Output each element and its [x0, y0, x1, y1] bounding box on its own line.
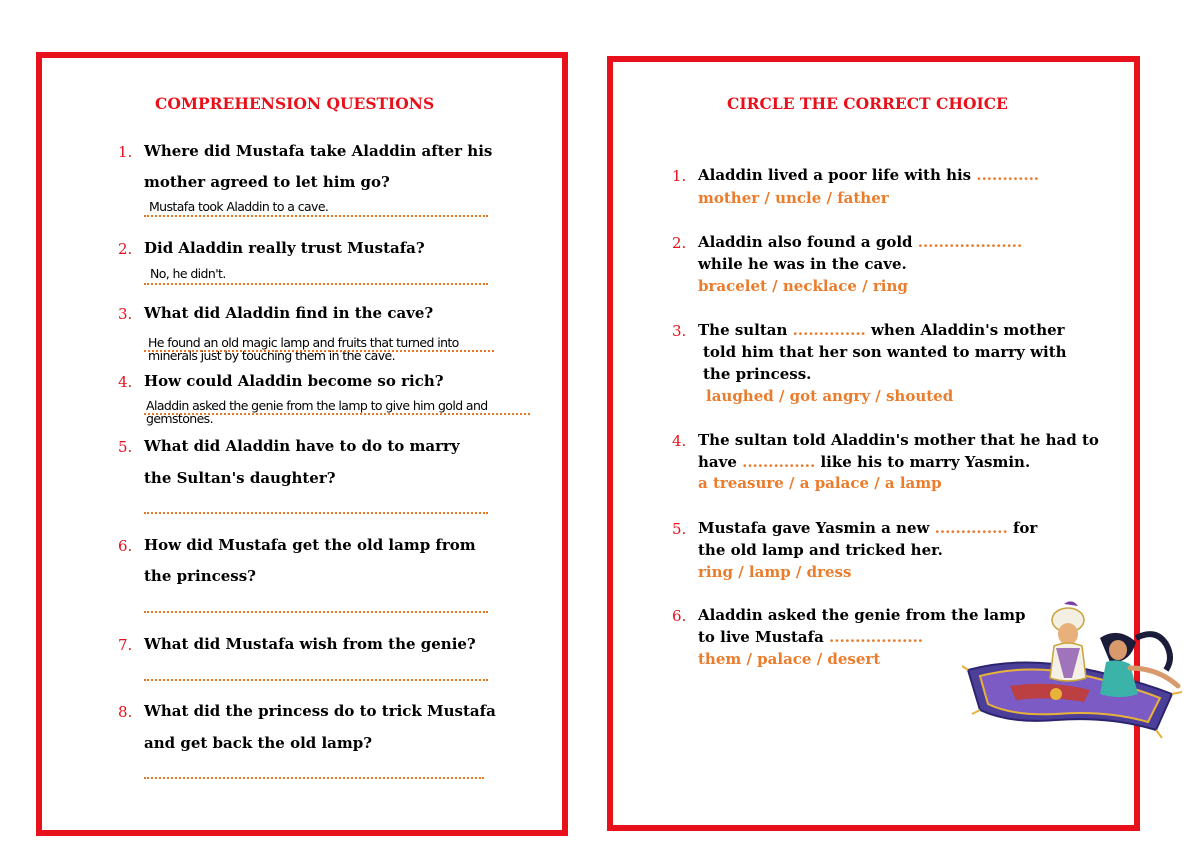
- choice-6-options[interactable]: them / palace / desert: [698, 650, 881, 668]
- choice-6-number: 6.: [672, 607, 687, 625]
- choice-5-sentence: Mustafa gave Yasmin a new .............. for: [698, 519, 1038, 537]
- answer-line-4: [144, 413, 530, 415]
- choice-2-blank: ....................: [917, 233, 1023, 251]
- question-7-number: 7.: [118, 636, 133, 654]
- choice-3-options[interactable]: laughed / got angry / shouted: [706, 387, 954, 405]
- choice-1-blank: ............: [976, 166, 1040, 184]
- question-8-line-1: What did the princess do to trick Mustafa: [144, 702, 496, 720]
- answer-line-2: [144, 283, 488, 285]
- multiple-choice-heading: CIRCLE THE CORRECT CHOICE: [727, 94, 1008, 113]
- question-3-line-1: What did Aladdin find in the cave?: [144, 304, 434, 322]
- answer-line-6[interactable]: [144, 611, 488, 613]
- choice-3-sentence: The sultan .............. when Aladdin's mother: [698, 321, 1065, 339]
- choice-2-options[interactable]: bracelet / necklace / ring: [698, 277, 908, 295]
- question-1-line-1: Where did Mustafa take Aladdin after his: [144, 142, 493, 160]
- choice-1-sentence: Aladdin lived a poor life with his ............: [698, 166, 1040, 184]
- question-2-number: 2.: [118, 240, 133, 258]
- choice-3-line-2: told him that her son wanted to marry with: [703, 343, 1067, 361]
- answer-line-7[interactable]: [144, 679, 488, 681]
- choice-2-sentence: Aladdin also found a gold ....................: [698, 233, 1023, 251]
- answer-line-8[interactable]: [144, 777, 484, 779]
- question-1-line-2: mother agreed to let him go?: [144, 173, 390, 191]
- answer-line-3: [144, 350, 494, 352]
- choice-3-line-3: the princess.: [703, 365, 812, 383]
- answer-line-1: [144, 215, 488, 217]
- question-5-number: 5.: [118, 438, 133, 456]
- choice-1-options[interactable]: mother / uncle / father: [698, 189, 889, 207]
- question-1-number: 1.: [118, 143, 133, 161]
- choice-2-number: 2.: [672, 234, 687, 252]
- choice-4-number: 4.: [672, 432, 687, 450]
- aladdin-carpet-illustration: [960, 598, 1190, 743]
- question-5-line-1: What did Aladdin have to do to marry: [144, 437, 460, 455]
- question-8-line-2: and get back the old lamp?: [144, 734, 373, 752]
- choice-5-options[interactable]: ring / lamp / dress: [698, 563, 852, 581]
- question-4-answer: Aladdin asked the genie from the lamp to give him gold and gemstones.: [146, 398, 488, 426]
- choice-4-blank: ..............: [742, 453, 816, 471]
- question-2-answer: No, he didn't.: [150, 266, 226, 281]
- choice-5-line-2: the old lamp and tricked her.: [698, 541, 943, 559]
- question-3-answer: He found an old magic lamp and fruits that turned into minerals just by touching them in the cave.: [148, 335, 459, 363]
- choice-4-options[interactable]: a treasure / a palace / a lamp: [698, 474, 942, 492]
- answer-line-5[interactable]: [144, 512, 488, 514]
- question-4-number: 4.: [118, 373, 133, 391]
- choice-4-sentence: The sultan told Aladdin's mother that he had to: [698, 431, 1099, 449]
- choice-6-blank: ..................: [829, 628, 924, 646]
- question-2-line-1: Did Aladdin really trust Mustafa?: [144, 239, 425, 257]
- comprehension-heading: COMPREHENSION QUESTIONS: [155, 94, 435, 113]
- choice-1-number: 1.: [672, 167, 687, 185]
- choice-6-line-2: to live Mustafa ..................: [698, 628, 924, 646]
- question-5-line-2: the Sultan's daughter?: [144, 469, 336, 487]
- choice-5-blank: ..............: [934, 519, 1008, 537]
- question-7-line-1: What did Mustafa wish from the genie?: [144, 635, 476, 653]
- choice-6-sentence: Aladdin asked the genie from the lamp: [698, 606, 1026, 624]
- question-8-number: 8.: [118, 703, 133, 721]
- choice-5-number: 5.: [672, 520, 687, 538]
- question-6-number: 6.: [118, 537, 133, 555]
- question-3-number: 3.: [118, 305, 133, 323]
- question-1-answer: Mustafa took Aladdin to a cave.: [149, 199, 329, 214]
- choice-2-line-2: while he was in the cave.: [698, 255, 907, 273]
- choice-3-number: 3.: [672, 322, 687, 340]
- question-6-line-2: the princess?: [144, 567, 256, 585]
- choice-4-line-2: have .............. like his to marry Yasmin.: [698, 453, 1031, 471]
- choice-3-blank: ..............: [792, 321, 866, 339]
- question-4-line-1: How could Aladdin become so rich?: [144, 372, 444, 390]
- question-6-line-1: How did Mustafa get the old lamp from: [144, 536, 476, 554]
